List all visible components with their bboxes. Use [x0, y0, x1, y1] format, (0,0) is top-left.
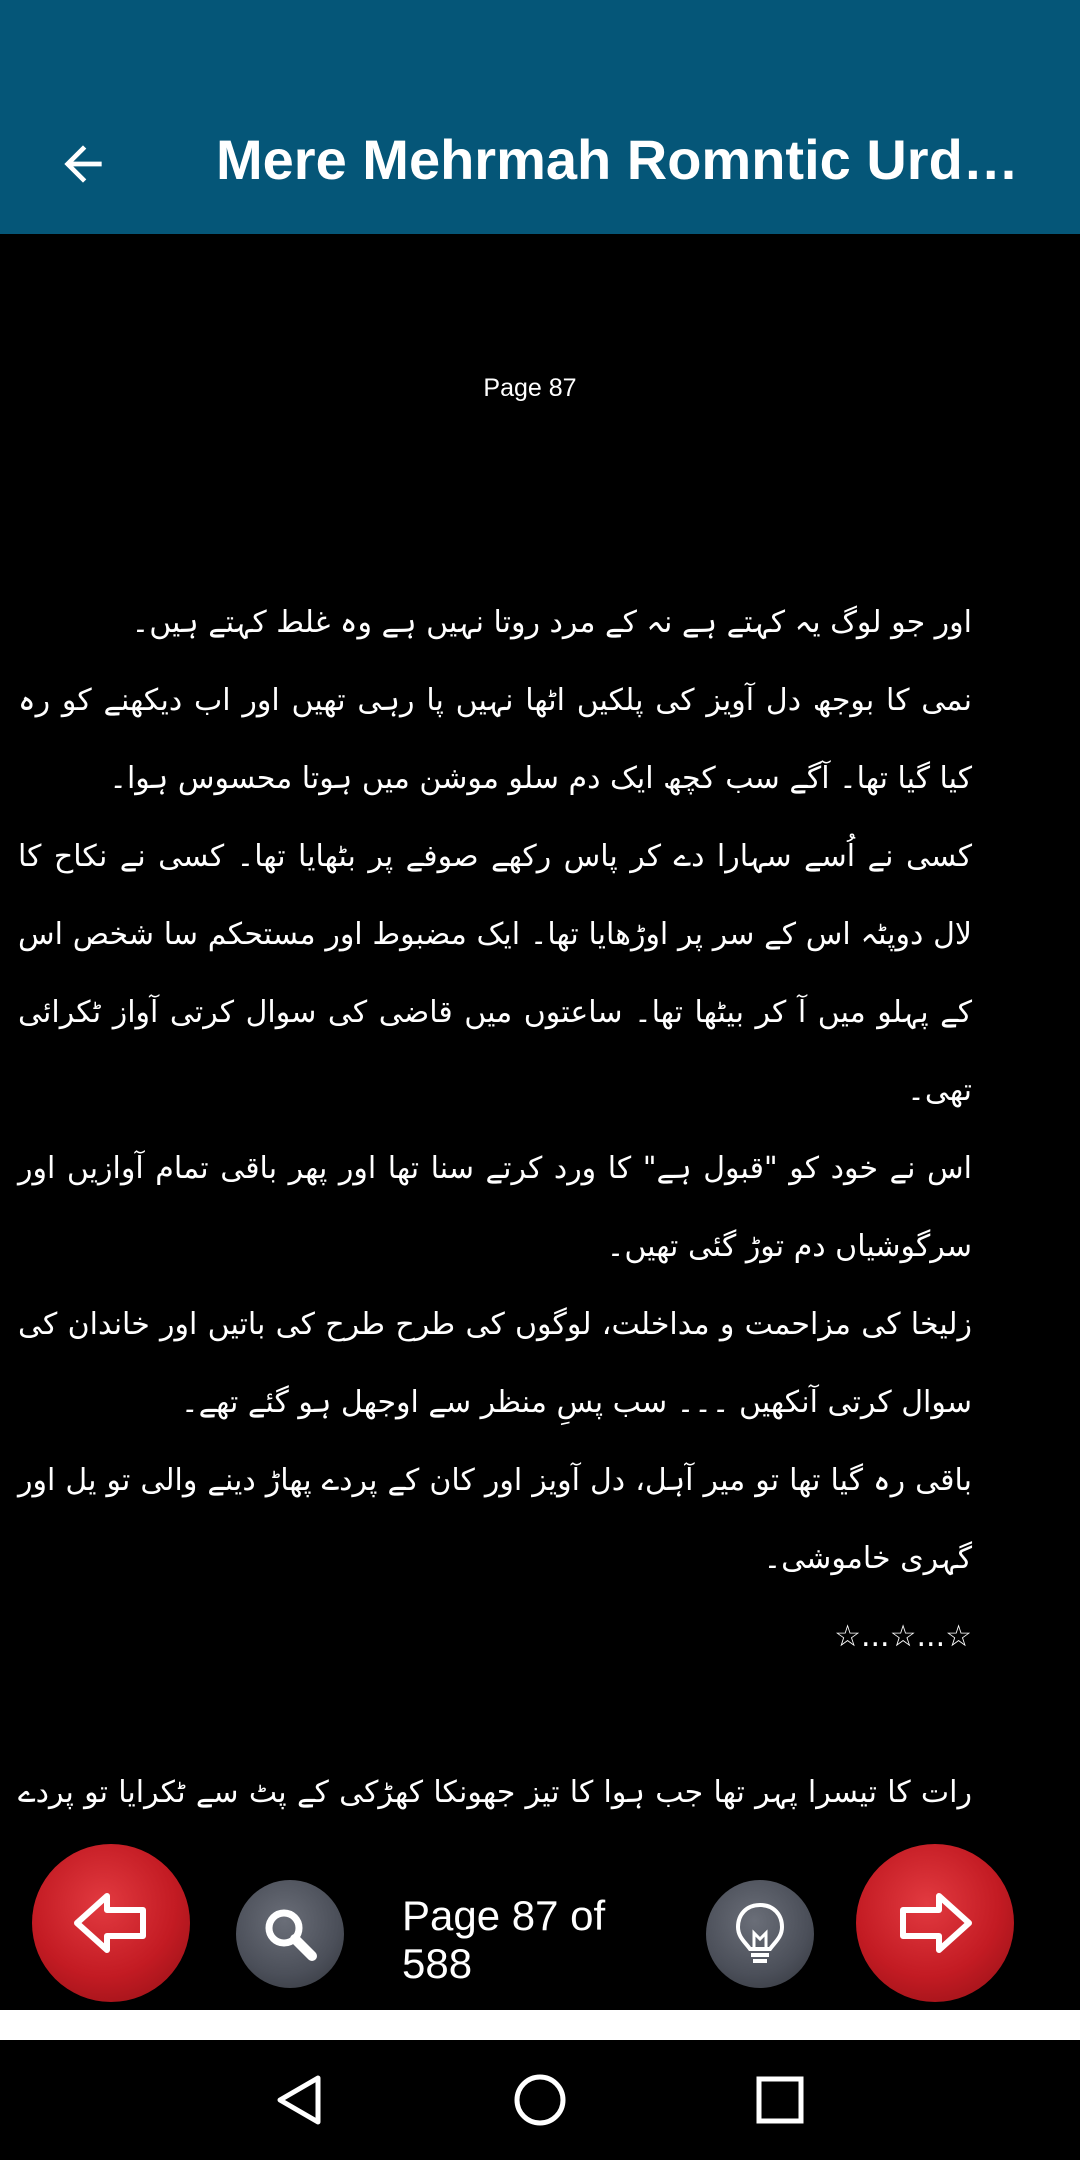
paragraph: نمی کا بوجھ دل آویز کی پلکیں اٹھا نہیں پا رہی تھیں اور اب دیکھنے کو رہ کیا گیا تھا۔ آگے سب کچھ ایک دم سلو موشن میں ہوتا محسوس ہوا۔	[18, 683, 972, 796]
spacer	[18, 1676, 1042, 1754]
paragraph: اور جو لوگ یہ کہتے ہے نہ کے مرد روتا نہیں ہے وہ غلط کہتے ہیں۔	[131, 605, 972, 640]
paragraph: اس نے خود کو "قبول ہے" کا ورد کرتے سنا تھا اور پھر باقی تمام آوازیں اور سرگوشیاں دم توڑ گئی تھیں۔	[18, 1151, 972, 1264]
page-label: Page 87	[483, 374, 577, 402]
search-icon	[258, 1902, 322, 1966]
paragraph: زلیخا کی مزاحمت و مداخلت، لوگوں کی طرح طرح کی باتیں اور خاندان کی سوال کرتی آنکھیں ۔۔۔ سب پسِ منظر سے اوجھل ہو گئے تھے۔	[18, 1307, 972, 1420]
previous-page-button[interactable]	[32, 1844, 190, 2002]
system-navigation-bar	[0, 2040, 1080, 2160]
urdu-text-body	[18, 584, 1042, 1834]
triangle-back-icon	[272, 2072, 328, 2128]
next-page-button[interactable]	[856, 1844, 1014, 2002]
paragraph: باقی رہ گیا تھا تو میر آہل، دل آویز اور کان کے پردے پھاڑ دینے والی تو یل اور گہری خاموشی۔	[18, 1463, 972, 1576]
arrow-right-outline-icon	[895, 1888, 975, 1958]
reader-content[interactable]	[0, 234, 1080, 1834]
system-back-button[interactable]	[260, 2060, 340, 2140]
system-recents-button[interactable]	[740, 2060, 820, 2140]
system-home-button[interactable]	[500, 2060, 580, 2140]
app-title: Mere Mehrmah Romntic Urd…	[216, 128, 1019, 191]
brightness-button[interactable]	[706, 1880, 814, 1988]
search-button[interactable]	[236, 1880, 344, 1988]
app-bar	[0, 84, 1080, 234]
arrow-left-outline-icon	[71, 1888, 151, 1958]
arrow-back-icon	[55, 136, 111, 192]
page-indicator: Page 87 of 588	[402, 1892, 606, 1987]
banner-area	[0, 2010, 1080, 2040]
reader-bottom-bar	[0, 1834, 1080, 2010]
square-recents-icon	[752, 2072, 808, 2128]
paragraph: رات کا تیسرا پہر تھا جب ہوا کا تیز جھونکا کھڑکی کے پٹ سے ٹکرایا تو پردے	[18, 1775, 972, 1810]
back-button[interactable]	[40, 121, 126, 207]
lightbulb-icon	[730, 1899, 790, 1969]
section-divider: ☆...☆...☆	[834, 1619, 972, 1654]
circle-home-icon	[512, 2072, 568, 2128]
paragraph: کسی نے اُسے سہارا دے کر پاس رکھے صوفے پر بٹھایا تھا۔ کسی نے نکاح کا لال دوپٹہ اس کے سر پر اوڑھایا تھا۔ ایک مضبوط اور مستحکم سا شخص اس کے پہلو میں آ کر بیٹھا تھا۔ ساعتوں میں قاضی کی سوال کرتی آواز ٹکرائی تھی۔	[18, 839, 972, 1108]
status-bar	[0, 0, 1080, 84]
